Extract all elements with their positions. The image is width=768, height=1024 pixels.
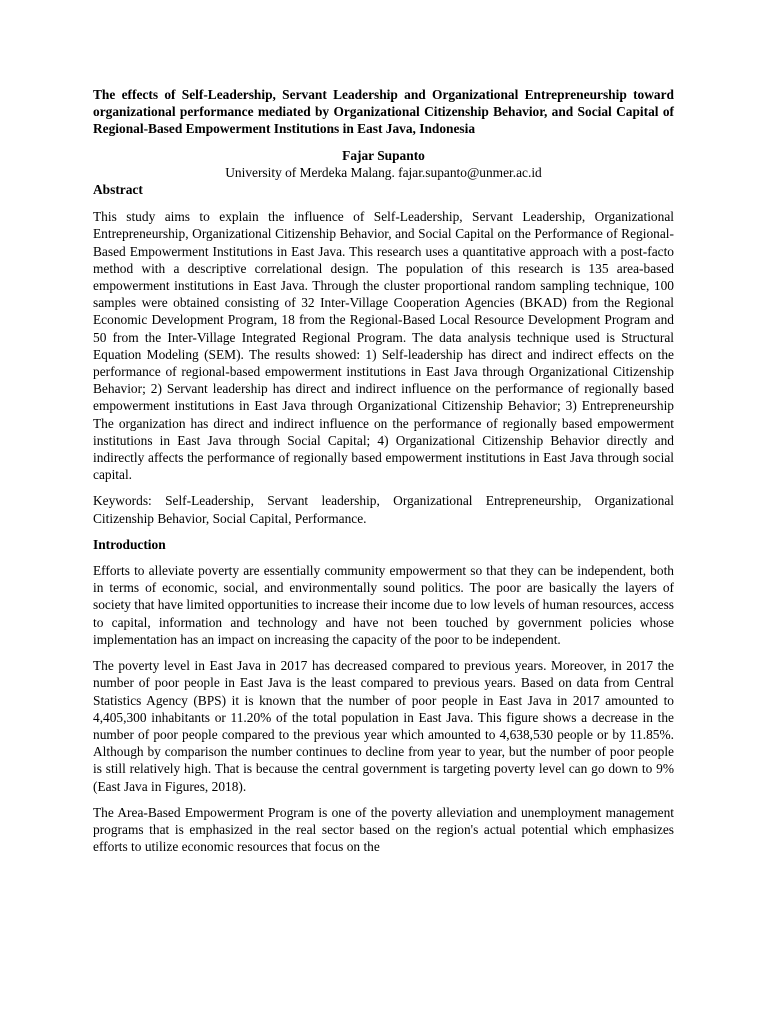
introduction-heading: Introduction <box>93 536 166 552</box>
author-affiliation: University of Merdeka Malang. fajar.supanto@unmer.ac.id <box>225 164 542 180</box>
abstract-heading: Abstract <box>93 182 143 198</box>
paper-page <box>93 86 674 855</box>
abstract-paragraph: This study aims to explain the influence of Self-Leadership, Servant Leadership, Organizational Entrepreneurship, Organizational Citizenship Behavior, and Social Capital on the Performance of Regional-Based Empowerment Institutions in East Java. This research uses a quantitative approach with a post-facto method with a descriptive correlational design. The population of this research is 135 area-based empowerment institutions in East Java. Through the cluster proportional random sampling technique, 100 samples were obtained consisting of 32 Inter-Village Cooperation Agencies (BKAD) from the Regional Economic Development Program, 18 from the Regional-Based Local Resource Development Program and 50 from the Inter-Village Integrated Regional Program. The data analysis technique used is Structural Equation Modeling (SEM). The results showed: 1) Self-leadership has direct and indirect effects on the performance of regional-based empowerment institutions in East Java through Organizational Citizenship Behavior; 2) Servant leadership has direct and indirect influence on the performance of regionally based empowerment institutions in East Java through Organizational Citizenship Behavior; 3) Entrepreneurship The organization has direct and indirect influence on the performance of regionally based empowerment institutions in East Java through Social Capital; 4) Organizational Citizenship Behavior directly and indirectly affects the performance of regionally based empowerment institutions in East Java through social capital. <box>93 209 674 483</box>
introduction-paragraph-2: The poverty level in East Java in 2017 has decreased compared to previous years. Moreover, in 2017 the number of poor people in East Java is the least compared to previous years. Based on data from Central Statistics Agency (BPS) it is known that the number of poor people in East Java in 2017 amounted to 4,405,300 inhabitants or 11.20% of the total population in East Java. This figure shows a decrease in the number of poor people compared to the previous year which amounted to 4,638,530 people or by 11.85%. Although by comparison the number continues to decline from year to year, but the number of poor people is still relatively high. That is because the central government is targeting poverty level can go down to 9% (East Java in Figures, 2018). <box>93 658 674 794</box>
introduction-paragraph-3: The Area-Based Empowerment Program is one of the poverty alleviation and unemployment management programs that is emphasized in the real sector based on the region's actual potential which emphasizes efforts to utilize economic resources that focus on the <box>93 804 674 855</box>
introduction-paragraph-1: Efforts to alleviate poverty are essentially community empowerment so that they can be independent, both in terms of economic, social, and environmentally sound politics. The poor are basically the layers of society that have limited opportunities to increase their income due to low levels of human resources, access to capital, information and technology and have not been touched by government policies whose implementation has an impact on increasing the capacity of the poor to be independent. <box>93 563 674 647</box>
keywords-paragraph: Keywords: Self-Leadership, Servant leadership, Organizational Entrepreneurship, Organizational Citizenship Behavior, Social Capital, Performance. <box>93 493 674 526</box>
author-name: Fajar Supanto <box>342 147 425 163</box>
paper-title: The effects of Self-Leadership, Servant Leadership and Organizational Entrepreneurship toward organizational performance mediated by Organizational Citizenship Behavior, and Social Capital of Regional-Based Empowerment Institutions in East Java, Indonesia <box>93 87 674 137</box>
